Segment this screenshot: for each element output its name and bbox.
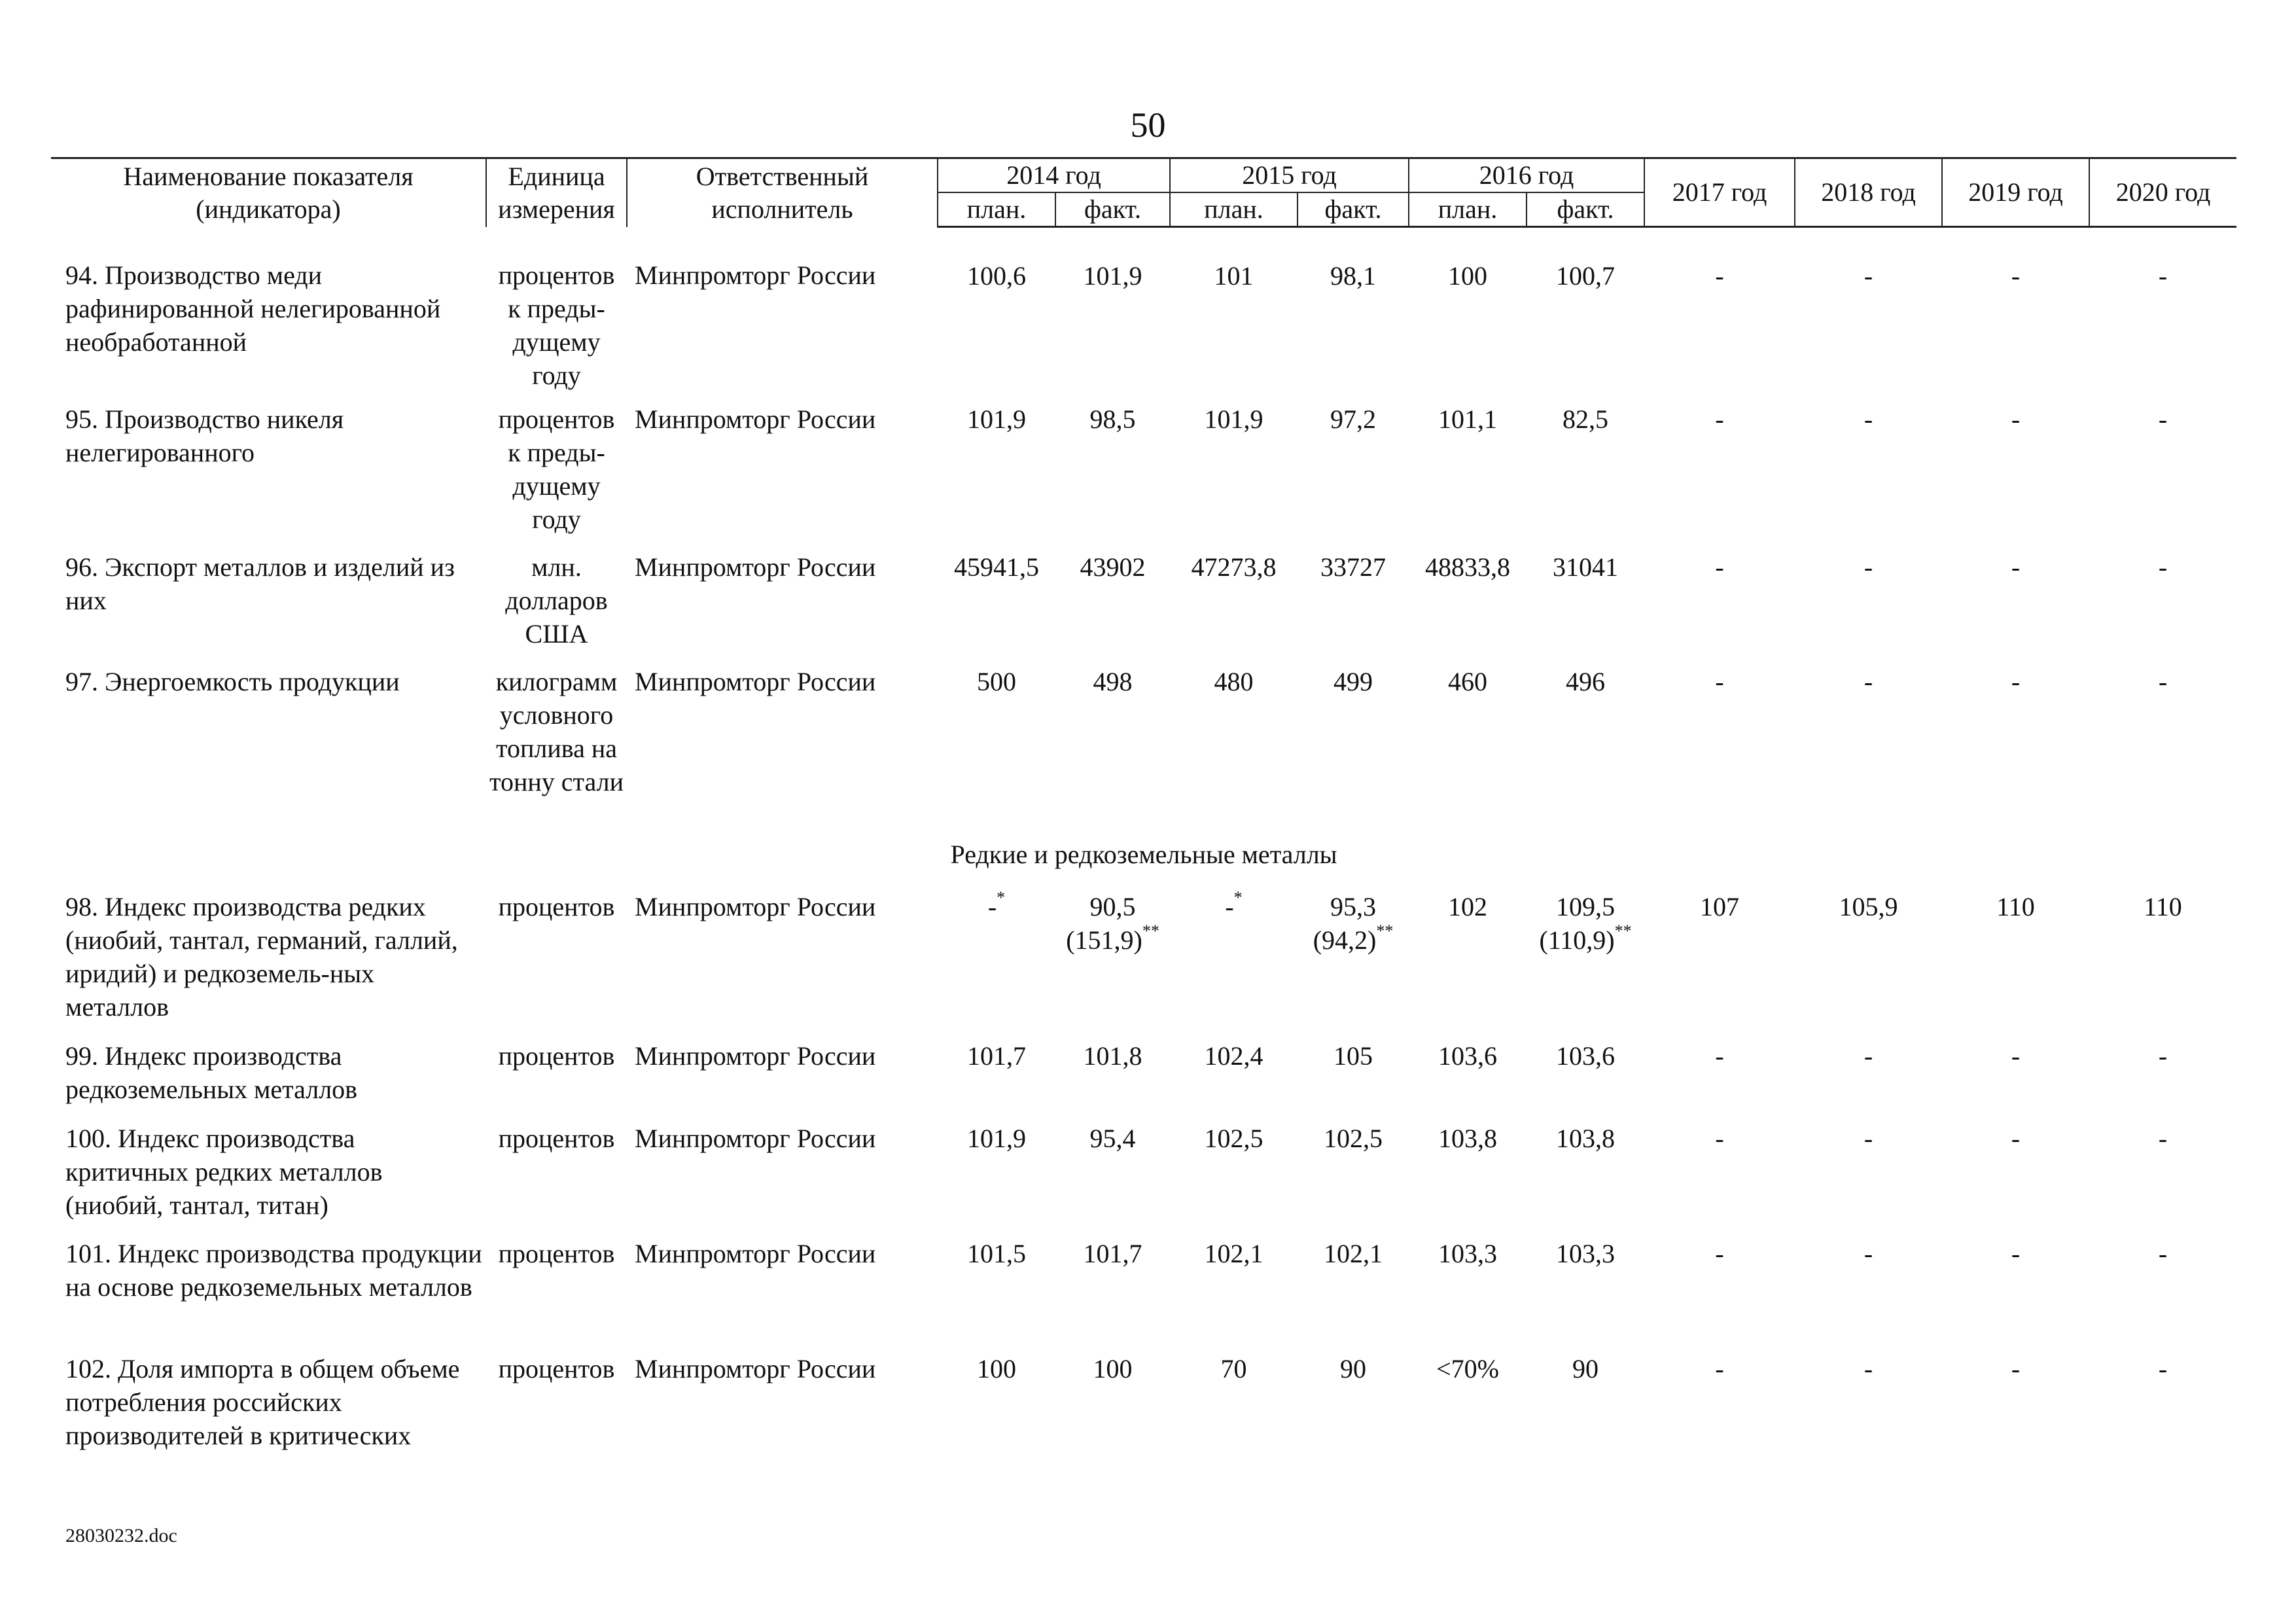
value-2019: -: [2011, 404, 2021, 434]
value-2017: -: [1715, 1123, 1724, 1153]
plan-2016: 103,8: [1438, 1123, 1498, 1153]
value-2017: -: [1715, 404, 1724, 434]
indicator-executor: Минпромторг России: [635, 1353, 876, 1383]
fact-2015: 90: [1340, 1353, 1367, 1383]
footnote-marker: **: [1614, 921, 1632, 941]
header-plan-2016: план.: [1409, 192, 1527, 227]
plan-2015: [1170, 883, 1298, 1030]
table-body: [51, 227, 2236, 1454]
plan-2016: 103,3: [1438, 1238, 1498, 1268]
fact-2015-value: 95,3: [1330, 891, 1377, 921]
fact-2016: 100,7: [1556, 261, 1616, 291]
value-2019: -: [2011, 552, 2021, 582]
fact-2014: 95,4: [1089, 1123, 1136, 1153]
value-2020: -: [2158, 261, 2168, 291]
value-2019: -: [2011, 1123, 2021, 1153]
fact-2014: 100: [1093, 1353, 1133, 1383]
indicator-executor: Минпромторг России: [635, 666, 876, 696]
indicator-unit: млн. долларов США: [505, 552, 608, 649]
fact-2016: 103,8: [1556, 1123, 1616, 1153]
plan-2015: 101,9: [1204, 404, 1263, 434]
footnote-marker: **: [1376, 921, 1394, 941]
value-2020: -: [2158, 1123, 2168, 1153]
indicator-unit: процентов к преды-дущему году: [498, 404, 615, 534]
fact-2015: 499: [1333, 666, 1373, 696]
indicator-name: 101. Индекс производства продукции на основе редкоземельных металлов: [65, 1238, 482, 1302]
fact-2016: [1527, 883, 1644, 1030]
header-fact-2016: факт.: [1527, 192, 1644, 227]
indicator-executor: Минпромторг России: [635, 891, 876, 921]
plan-2014: 100,6: [967, 261, 1026, 291]
plan-2014: 100: [977, 1353, 1016, 1383]
plan-2016: 103,6: [1438, 1041, 1498, 1071]
fact-2014: 101,9: [1083, 261, 1142, 291]
value-2019: -: [2011, 1041, 2021, 1071]
page-number: 50: [1130, 105, 1166, 145]
value-2020: -: [2158, 1041, 2168, 1071]
value-2018: -: [1863, 1353, 1873, 1383]
header-year-2015: 2015 год: [1170, 158, 1409, 193]
header-executor: Ответственный исполнитель: [627, 158, 938, 227]
plan-2015: 47273,8: [1191, 552, 1277, 582]
fact-2015: [1298, 883, 1409, 1030]
plan-2014: 101,9: [967, 404, 1026, 434]
fact-2016: 496: [1566, 666, 1606, 696]
fact-2014-alt: [1058, 923, 1167, 957]
plan-2015: 480: [1214, 666, 1254, 696]
indicator-executor: Минпромторг России: [635, 1041, 876, 1071]
indicator-unit: процентов к преды-дущему году: [498, 260, 615, 390]
section-row: [51, 838, 2236, 883]
indicator-executor: Минпромторг России: [635, 404, 876, 434]
value-2019: -: [2011, 261, 2021, 291]
header-year-2018: 2018 год: [1795, 158, 1942, 227]
plan-2014: 101,5: [967, 1238, 1026, 1268]
fact-2016: 103,6: [1556, 1041, 1616, 1071]
value-2019: 110: [1996, 891, 2035, 921]
fact-2015: 105: [1333, 1041, 1373, 1071]
value-2020: -: [2158, 1353, 2168, 1383]
header-name: Наименование показателя (индикатора): [51, 158, 486, 227]
plan-2015-value: -: [1225, 891, 1234, 921]
value-2018: 105,9: [1839, 891, 1898, 921]
header-year-2014: 2014 год: [938, 158, 1170, 193]
fact-2015: 98,1: [1330, 261, 1377, 291]
document-filename: 28030232.doc: [65, 1525, 177, 1546]
header-year-2019: 2019 год: [1942, 158, 2089, 227]
indicator-name: 94. Производство меди рафинированной нелегированной необработанной: [65, 260, 441, 357]
plan-2016: 460: [1448, 666, 1488, 696]
indicator-name: 97. Энергоемкость продукции: [65, 666, 400, 696]
fact-2014: 101,7: [1083, 1238, 1142, 1268]
value-2020: -: [2158, 552, 2168, 582]
value-2019: -: [2011, 1238, 2021, 1268]
fact-2014: 498: [1093, 666, 1133, 696]
section-title: Редкие и редкоземельные металлы: [950, 839, 1337, 869]
indicator-name: 98. Индекс производства редких (ниобий, тантал, германий, галлий, иридий) и редкоземель-ных металлов: [65, 891, 458, 1022]
value-2018: -: [1863, 666, 1873, 696]
header-fact-2014: факт.: [1055, 192, 1170, 227]
header-unit: Единица измерения: [486, 158, 627, 227]
indicator-unit: процентов: [498, 891, 615, 921]
plan-2015: 102,4: [1204, 1041, 1263, 1071]
indicator-unit: килограмм условного топлива на тонну стали: [489, 666, 624, 796]
value-2020: -: [2158, 666, 2168, 696]
value-2018: -: [1863, 552, 1873, 582]
plan-2015: 101: [1214, 261, 1254, 291]
table-row: [51, 540, 2236, 654]
plan-2015: 102,1: [1204, 1238, 1263, 1268]
plan-2014: 101,7: [967, 1041, 1026, 1071]
fact-2014: 98,5: [1089, 404, 1136, 434]
value-2018: -: [1863, 1238, 1873, 1268]
fact-2014: 101,8: [1083, 1041, 1142, 1071]
footnote-marker: *: [1233, 888, 1243, 908]
header-plan-2015: план.: [1170, 192, 1298, 227]
fact-2016: 31041: [1553, 552, 1619, 582]
indicator-unit: процентов: [498, 1353, 615, 1383]
value-2017: -: [1715, 1238, 1724, 1268]
header-fact-2015: факт.: [1298, 192, 1409, 227]
fact-2014-value: 90,5: [1089, 891, 1136, 921]
fact-2015-alt: [1300, 923, 1406, 957]
indicator-unit: процентов: [498, 1041, 615, 1071]
plan-2015: 70: [1220, 1353, 1247, 1383]
plan-2016: <70%: [1436, 1353, 1499, 1383]
indicator-name: 96. Экспорт металлов и изделий из них: [65, 552, 455, 615]
indicator-name: 102. Доля импорта в общем объеме потребления российских производителей в критических: [65, 1353, 460, 1450]
value-2017: -: [1715, 261, 1724, 291]
fact-2015: 33727: [1320, 552, 1386, 582]
fact-2016: 103,3: [1556, 1238, 1616, 1268]
plan-2014: [938, 883, 1055, 1030]
plan-2016: 101,1: [1438, 404, 1498, 434]
fact-2015: 97,2: [1330, 404, 1377, 434]
value-2017: -: [1715, 1041, 1724, 1071]
plan-2016: 102: [1448, 891, 1488, 921]
table-header: [51, 158, 2236, 227]
table-row: [51, 1343, 2236, 1454]
plan-2014-value: -: [987, 891, 997, 921]
value-2019: -: [2011, 666, 2021, 696]
indicator-executor: Минпромторг России: [635, 1238, 876, 1268]
table-row: [51, 227, 2236, 392]
table-row: [51, 1113, 2236, 1228]
plan-2014: 45941,5: [954, 552, 1039, 582]
fact-2015: 102,5: [1324, 1123, 1383, 1153]
table-row: [51, 883, 2236, 1030]
header-year-2016: 2016 год: [1409, 158, 1644, 193]
fact-2014: [1055, 883, 1170, 1030]
indicator-unit: процентов: [498, 1238, 615, 1268]
table-row: [51, 1228, 2236, 1343]
table-row: [51, 1030, 2236, 1113]
indicator-executor: Минпромторг России: [635, 552, 876, 582]
plan-2014: 101,9: [967, 1123, 1026, 1153]
indicator-executor: Минпромторг России: [635, 1123, 876, 1153]
footnote-marker: **: [1142, 921, 1159, 941]
fact-2014-alt-value: (151,9): [1066, 925, 1142, 955]
indicators-table: [51, 157, 2236, 1454]
plan-2015: 102,5: [1204, 1123, 1263, 1153]
plan-2016: 48833,8: [1425, 552, 1511, 582]
value-2018: -: [1863, 1123, 1873, 1153]
value-2020: -: [2158, 404, 2168, 434]
indicator-name: 99. Индекс производства редкоземельных металлов: [65, 1041, 358, 1104]
value-2017: -: [1715, 666, 1724, 696]
value-2017: 107: [1700, 891, 1740, 921]
value-2017: -: [1715, 552, 1724, 582]
fact-2016-alt-value: (110,9): [1539, 925, 1615, 955]
header-year-2017: 2017 год: [1644, 158, 1795, 227]
footnote-marker: *: [997, 888, 1006, 908]
indicator-unit: процентов: [498, 1123, 615, 1153]
indicator-executor: Минпромторг России: [635, 260, 876, 290]
value-2017: -: [1715, 1353, 1724, 1383]
fact-2016-alt: [1529, 923, 1642, 957]
fact-2015-alt-value: (94,2): [1313, 925, 1377, 955]
table-row: [51, 392, 2236, 540]
plan-2016: 100: [1448, 261, 1488, 291]
header-plan-2014: план.: [938, 192, 1055, 227]
fact-2015: 102,1: [1324, 1238, 1383, 1268]
fact-2016-value: 109,5: [1556, 891, 1616, 921]
header-year-2020: 2020 год: [2089, 158, 2236, 227]
value-2020: -: [2158, 1238, 2168, 1268]
fact-2016: 82,5: [1563, 404, 1609, 434]
indicator-name: 95. Производство никеля нелегированного: [65, 404, 344, 467]
table-row: [51, 654, 2236, 838]
indicator-name: 100. Индекс производства критичных редких металлов (ниобий, тантал, титан): [65, 1123, 383, 1220]
fact-2014: 43902: [1080, 552, 1146, 582]
value-2018: -: [1863, 1041, 1873, 1071]
value-2018: -: [1863, 261, 1873, 291]
value-2020: 110: [2144, 891, 2182, 921]
value-2019: -: [2011, 1353, 2021, 1383]
plan-2014: 500: [977, 666, 1016, 696]
value-2018: -: [1863, 404, 1873, 434]
fact-2016: 90: [1572, 1353, 1599, 1383]
